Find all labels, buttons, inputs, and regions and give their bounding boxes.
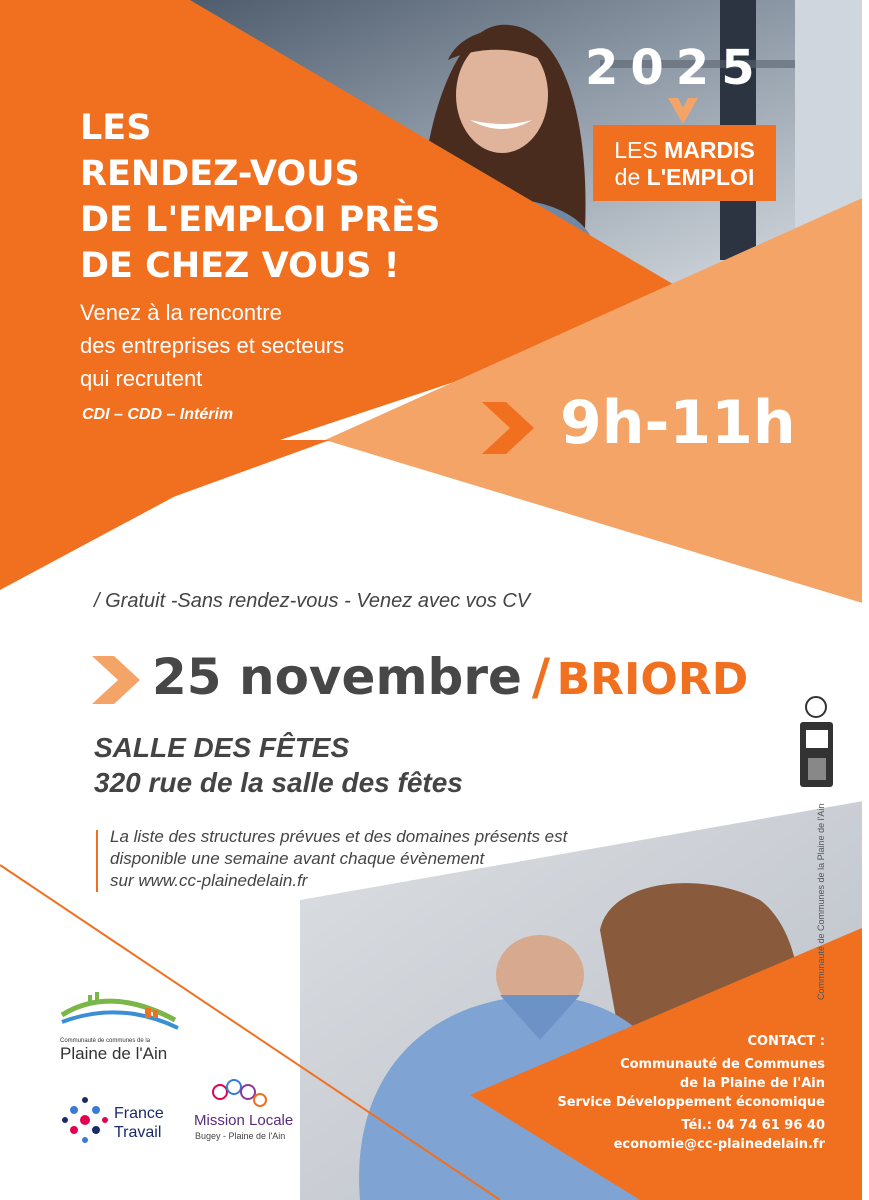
subtitle — [80, 296, 460, 395]
headline — [80, 105, 500, 289]
subtitle-line: des entreprises et secteurs — [80, 333, 345, 358]
headline-line: DE CHEZ VOUS ! — [80, 246, 400, 286]
contact-service: Service Développement économique — [557, 1095, 825, 1110]
contact-email[interactable]: economie@cc-plainedelain.fr — [613, 1137, 825, 1152]
info-line: sur www.cc-plainedelain.fr — [110, 871, 308, 890]
event-date: 25 novembre — [152, 648, 522, 706]
year-label: 2025 — [585, 40, 767, 96]
venue-address: 320 rue de la salle des fêtes — [94, 767, 463, 798]
france-travail-line: France — [114, 1105, 164, 1122]
info-line: La liste des structures prévues et des domaines présents est — [110, 827, 568, 846]
chevron-right-icon — [92, 656, 140, 704]
headline-line: RENDEZ-VOUS — [80, 154, 360, 194]
venue — [94, 730, 463, 800]
badge-bold-1: MARDIS — [664, 137, 755, 163]
subtitle-line: qui recrutent — [80, 366, 203, 391]
chevron-down-icon — [668, 98, 698, 124]
contact-org: de la Plaine de l'Ain — [679, 1076, 825, 1091]
subtitle-line: Venez à la rencontre — [80, 300, 282, 325]
france-travail-text — [114, 1104, 164, 1142]
contact-block — [557, 1032, 825, 1154]
contact-org: Communauté de Communes — [620, 1057, 825, 1072]
venue-name: SALLE DES FÊTES — [94, 732, 350, 763]
hours-label: 9h-11h — [560, 388, 796, 458]
date-separator: / — [531, 648, 551, 706]
badge-prefix-2: de — [614, 164, 647, 190]
badge-bold-2: L'EMPLOI — [646, 164, 755, 190]
info-text — [110, 826, 567, 892]
contract-types: CDI – CDD – Intérim — [82, 406, 234, 423]
info-divider — [96, 830, 98, 892]
mission-locale-text: Mission Locale — [194, 1112, 294, 1129]
headline-line: LES — [80, 108, 152, 148]
chevron-right-icon — [482, 402, 534, 454]
conditions-text: / Gratuit -Sans rendez-vous - Venez avec vos CV — [94, 590, 531, 612]
event-date-line — [152, 648, 748, 706]
badge-prefix-1: LES — [614, 137, 665, 163]
plaine-logo-text: Plaine de l'Ain — [60, 1044, 168, 1063]
side-note: Communauté de Communes de la Plaine de l'Ain — [816, 803, 826, 1000]
info-line: disponible une semaine avant chaque évènement — [110, 849, 485, 868]
plaine-logo-small-text: Communauté de communes de la — [60, 1038, 151, 1044]
contact-title: CONTACT : — [747, 1034, 825, 1049]
event-city: BRIORD — [556, 654, 749, 705]
headline-line: DE L'EMPLOI PRÈS — [80, 200, 441, 240]
france-travail-line: Travail — [114, 1124, 162, 1141]
contact-phone[interactable]: Tél.: 04 74 61 96 40 — [681, 1118, 825, 1133]
mission-locale-subtext: Bugey - Plaine de l'Ain — [195, 1131, 286, 1141]
les-mardis-badge — [593, 125, 776, 201]
